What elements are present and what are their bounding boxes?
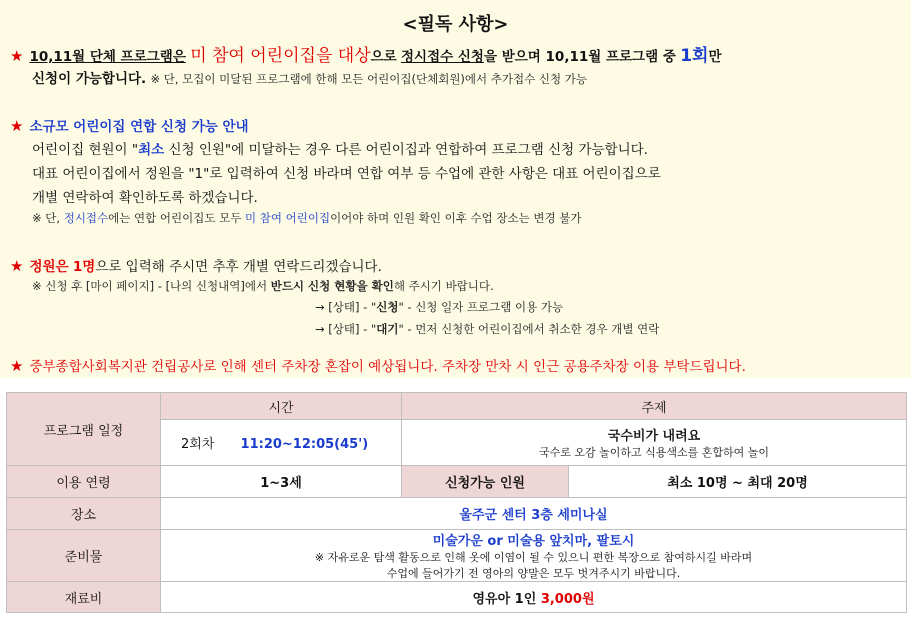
sec3-line1 <box>10 255 382 275</box>
sec1-t4: 정시접수 신청 <box>401 49 484 65</box>
fee-cell <box>161 582 907 613</box>
prep-note2: 수업에 들어가기 전 영아의 양말은 모두 벗겨주시기 바랍니다. <box>386 567 681 580</box>
topic-header: 주제 <box>402 393 907 420</box>
sec2-line2: 대표 어린이집에서 정원을 "1"로 입력하여 신청 바라며 연합 여부 등 수업에 관한 사항은 대표 어린이집으로 <box>32 166 661 182</box>
sec3-s1a: → [상태] - " <box>315 300 377 314</box>
sec1-t5: 을 받으며 10,11월 프로그램 중 <box>483 49 676 65</box>
sec3-n1: ※ 신청 후 [마이 페이지] - [나의 신청내역]에서 <box>32 279 268 293</box>
sec3-t1: 정원은 <box>29 259 69 275</box>
sec2-heading-line <box>10 115 249 135</box>
place-value: 울주군 센터 3층 세미나실 <box>161 498 907 530</box>
table-row <box>7 530 907 582</box>
time-cell <box>161 420 402 466</box>
sec3-n3: 해 주시기 바랍니다. <box>393 279 494 293</box>
sec2-l1b: 최소 <box>138 142 165 158</box>
sec2-n5: 이어야 하며 인원 확인 이후 수업 장소는 변경 불가 <box>330 211 582 225</box>
sec4-line <box>10 355 746 375</box>
sec3-t3: 으로 입력해 주시면 추후 개별 연락드리겠습니다. <box>95 259 382 275</box>
sec1-line2 <box>32 67 587 87</box>
sec2-n1: ※ 단, <box>32 211 61 225</box>
program-table <box>6 392 907 613</box>
star-icon: ★ <box>10 117 24 135</box>
sec3-s2b: 대기 <box>376 322 399 336</box>
sec2-note <box>32 210 581 226</box>
notice-title: <필독 사항> <box>402 14 509 35</box>
sec3-n2: 반드시 신청 현황을 확인 <box>270 279 394 293</box>
place-label: 장소 <box>7 498 161 530</box>
topic-desc: 국수로 오감 놀이하고 식용색소를 혼합하여 놀이 <box>538 446 769 459</box>
sec2-line3: 개별 연락하여 확인하도록 하겠습니다. <box>32 190 258 206</box>
sec3-status2 <box>315 321 659 337</box>
prep-cell <box>161 530 907 582</box>
star-icon: ★ <box>10 257 24 275</box>
sec1-t1: 10,11월 단체 프로그램은 <box>29 49 186 65</box>
sec2-n4: 미 참여 어린이집 <box>244 211 331 225</box>
fee-amount: 3,000원 <box>540 591 595 607</box>
sec1-t7: 만 <box>708 49 722 65</box>
capacity-value: 최소 10명 ~ 최대 20명 <box>569 466 907 498</box>
sec4-text: 중부종합사회복지관 건립공사로 인해 센터 주차장 혼잡이 예상됩니다. 주차장 만차 시 인근 공용주차장 이용 부탁드립니다. <box>29 359 746 375</box>
topic-title: 국수비가 내려요 <box>607 429 701 444</box>
star-icon: ★ <box>10 357 24 375</box>
capacity-label: 신청가능 인원 <box>402 466 569 498</box>
sec3-t2: 1명 <box>72 259 96 275</box>
sec2-l1c: 신청 인원"에 미달하는 경우 다른 어린이집과 연합하여 프로그램 신청 가능합니다. <box>164 142 648 158</box>
fee-label: 재료비 <box>7 582 161 613</box>
time-value: 11:20~12:05(45') <box>240 437 369 452</box>
table-row <box>7 393 907 420</box>
sec2-n2: 정시접수 <box>63 211 109 225</box>
sec3-note <box>32 278 494 294</box>
table-row <box>7 466 907 498</box>
sec1-line1 <box>10 41 722 66</box>
sec1-note: ※ 단, 모집이 미달된 프로그램에 한해 모든 어린이집(단체회원)에서 추가접수 신청 가능 <box>150 72 587 86</box>
sec2-l1a: 어린이집 현원이 " <box>32 142 139 158</box>
age-value: 1~3세 <box>161 466 402 498</box>
table-row <box>7 498 907 530</box>
star-icon: ★ <box>10 47 24 65</box>
table-row <box>7 582 907 613</box>
sec2-n3: 에는 연합 어린이집도 모두 <box>108 211 242 225</box>
sec2-heading: 소규모 어린이집 연합 신청 가능 안내 <box>29 119 249 135</box>
schedule-label: 프로그램 일정 <box>7 393 161 466</box>
age-label: 이용 연령 <box>7 466 161 498</box>
sec3-s2c: " - 먼저 신청한 어린이집에서 취소한 경우 개별 연락 <box>398 322 660 336</box>
sec1-t2: 미 참여 어린이집을 대상 <box>190 46 371 66</box>
prep-value: 미술가운 or 미술용 앞치마, 팔토시 <box>432 534 635 549</box>
time-header: 시간 <box>161 393 402 420</box>
sec3-s2a: → [상태] - " <box>315 322 377 336</box>
sec1-t3: 으로 <box>370 49 397 65</box>
topic-cell <box>402 420 907 466</box>
prep-note1: ※ 자유로운 탐색 활동으로 인해 옷에 이염이 될 수 있으니 편한 복장으로 참여하시길 바라며 <box>314 551 753 564</box>
sec2-line1 <box>32 138 648 158</box>
sec3-s1c: " - 신청 일자 프로그램 이용 가능 <box>398 300 564 314</box>
sec1-t8: 신청이 가능합니다. <box>32 71 147 87</box>
session-label: 2회차 <box>181 437 215 452</box>
fee-text: 영유아 1인 <box>472 591 537 607</box>
sec1-t6: 1회 <box>680 46 709 66</box>
sec3-status1 <box>315 299 563 315</box>
sec3-s1b: 신청 <box>376 300 399 314</box>
prep-label: 준비물 <box>7 530 161 582</box>
